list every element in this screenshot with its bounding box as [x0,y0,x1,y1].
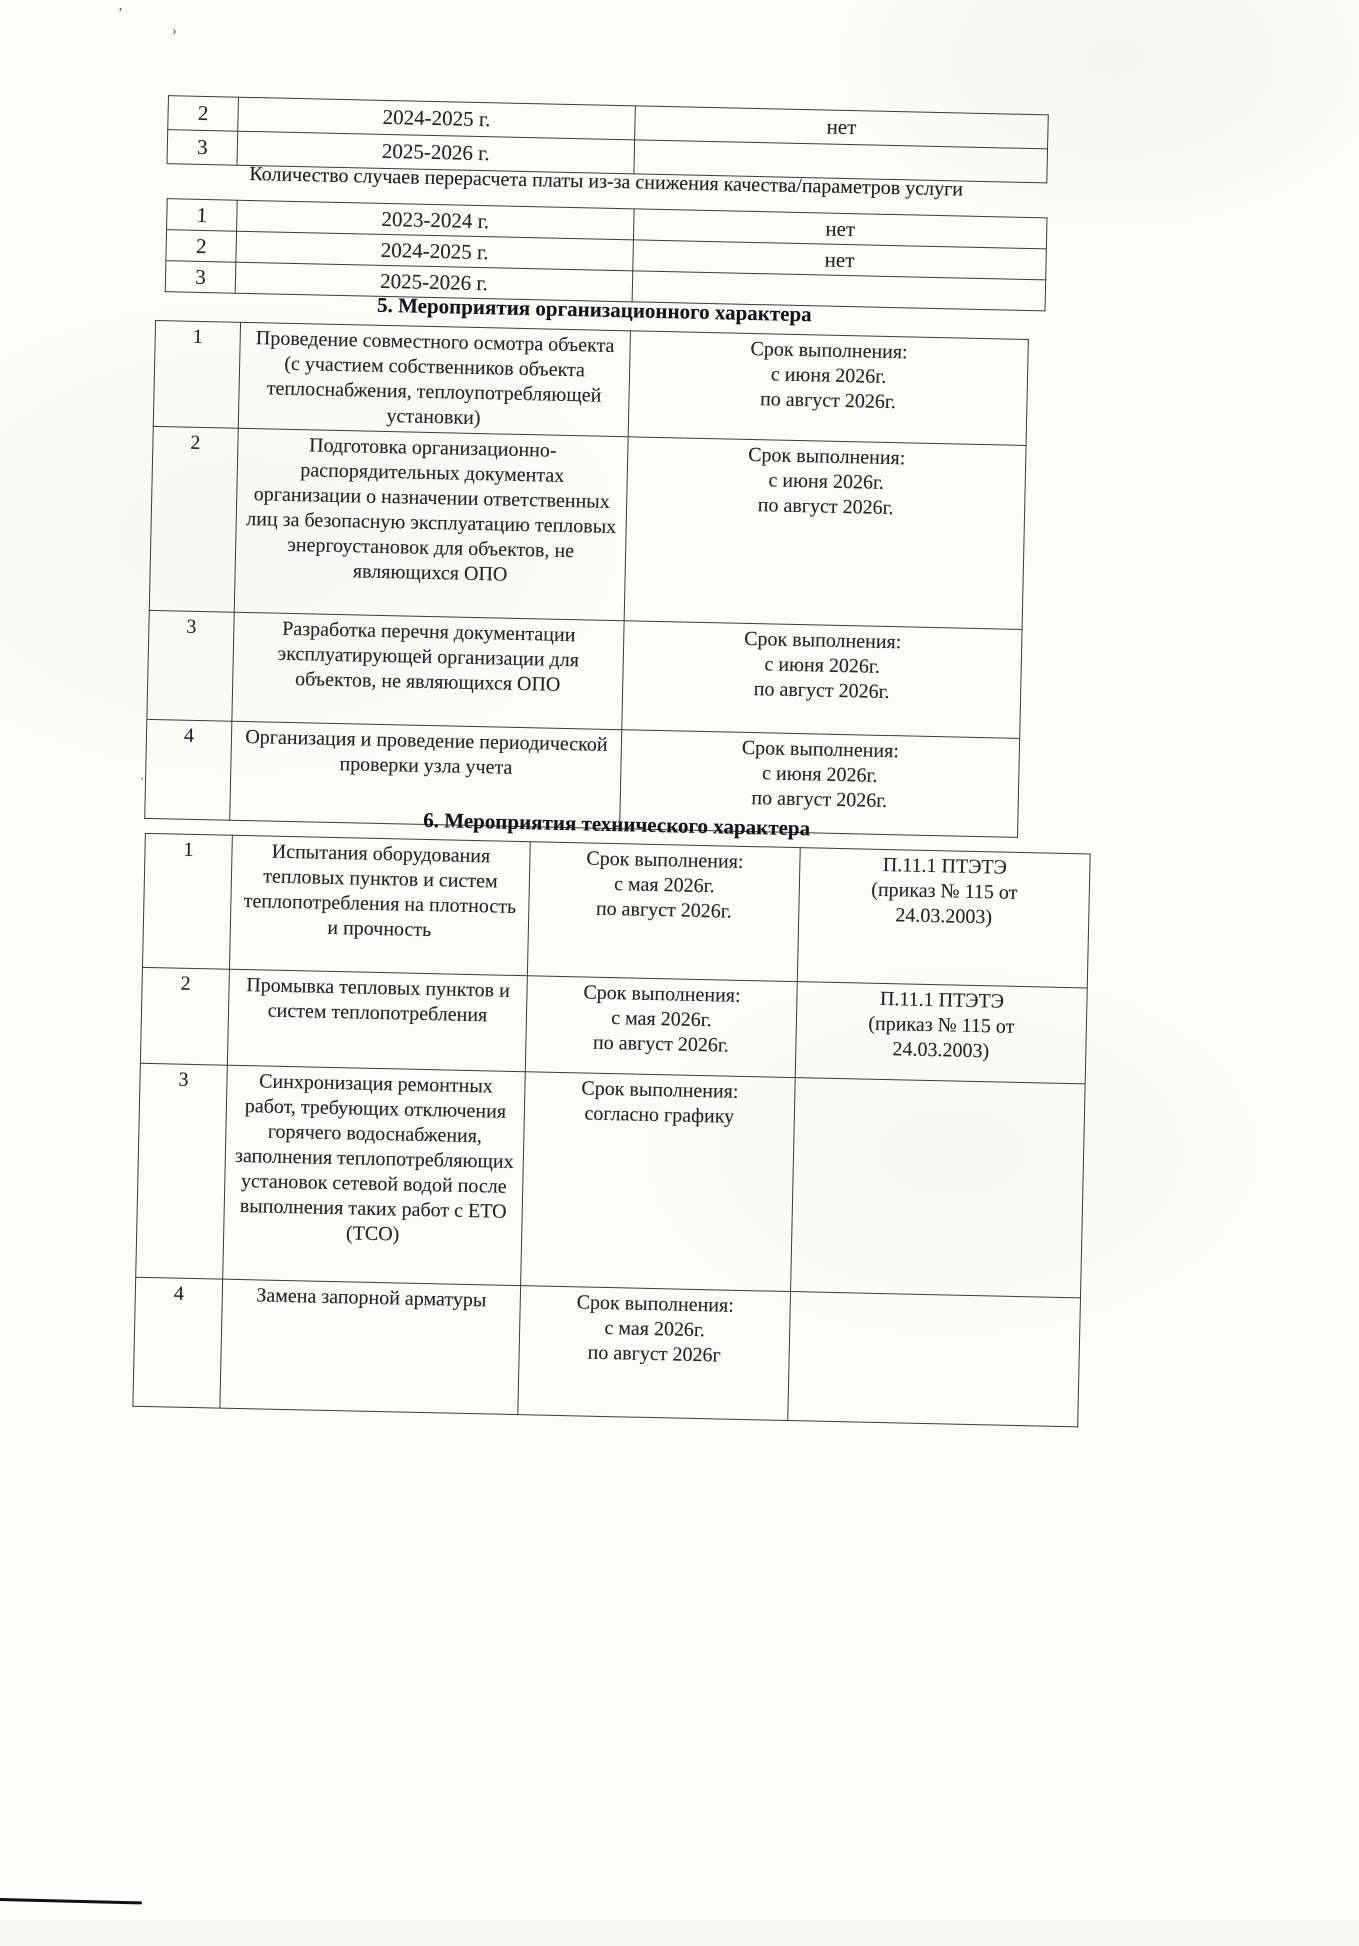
value-cell: нет [635,106,1049,149]
activity-cell: Разработка перечня документации эксплуатирующей организации для объектов, не являющихся ОПО [232,612,624,729]
value-cell: нет [633,209,1047,249]
table-row [149,426,1026,629]
activity-cell: Организация и проведение периодической проверки узла учета [230,721,622,828]
table-row [147,610,1022,738]
row-number-cell: 3 [136,1063,228,1279]
period-cell: 2023-2024 г. [237,200,635,240]
term-cell: Срок выполнения: с мая 2026г. по август 2026г [518,1286,791,1421]
row-number-cell: 1 [153,320,240,428]
table-row [153,320,1028,445]
row-number-cell: 4 [133,1277,223,1408]
basis-cell: П.11.1 ПТЭТЭ (приказ № 115 от 24.03.2003) [795,982,1087,1084]
period-cell: 2024-2025 г. [238,97,636,140]
term-cell: Срок выполнения: с июня 2026г. по август 2026г. [624,437,1026,630]
tech-measures-table [132,833,1090,1428]
scan-artifact-mark: ’ [140,774,145,789]
row-number-cell: 3 [167,130,238,166]
period-cell: 2025-2026 г. [237,131,635,174]
activity-cell: Синхронизация ремонтных работ, требующих отключения горячего водоснабжения, заполнения теплопотребляющих установок сетевой водой после выполнения таких работ с ЕТО (ТСО) [223,1065,526,1285]
row-number-cell: 2 [140,967,229,1065]
table-row [136,1063,1085,1298]
row-number-cell: 2 [168,96,239,132]
term-cell: Срок выполнения: с июня 2026г. по август 2026г. [620,730,1020,838]
section-6-heading: 6. Мероприятия технического характера [423,807,811,841]
value-cell: нет [633,240,1047,280]
row-number-cell: 1 [167,199,238,232]
term-cell: Срок выполнения: с мая 2026г. по август 2026г. [525,976,797,1078]
basis-cell: П.11.1 ПТЭТЭ (приказ № 115 от 24.03.2003) [797,848,1090,988]
recalc-heading: Количество случаев перерасчета платы из-за снижения качества/параметров услуги [249,162,964,201]
row-number-cell: 2 [166,230,237,263]
activity-cell: Промывка тепловых пунктов и систем теплопотребления [227,969,527,1071]
org-measures-table [144,320,1029,838]
table-row [142,833,1090,988]
term-cell: Срок выполнения: с июня 2026г. по август 2026г. [622,621,1022,739]
scan-artifact-mark: › [172,24,177,39]
term-cell: Срок выполнения: с мая 2026г. по август 2026г. [527,842,800,982]
term-cell: Срок выполнения: с июня 2026г. по август 2026г. [628,331,1028,446]
row-number-cell: 3 [165,261,236,294]
scan-artifact-mark: ’ [118,6,123,21]
row-number-cell: 2 [149,426,238,612]
term-cell: Срок выполнения: согласно графику [521,1072,796,1292]
period-cell: 2025-2026 г. [235,262,633,302]
row-number-cell: 4 [145,719,232,820]
section-5-heading: 5. Мероприятия организационного характера [376,292,812,327]
table-row [133,1277,1081,1427]
row-number-cell: 3 [147,610,234,721]
basis-cell [788,1292,1081,1427]
basis-cell [791,1078,1086,1298]
activity-cell: Подготовка организационно-распорядительных документах организации о назначении ответственных лиц за безопасную эксплуатацию тепловых энергоустановок для объектов, не являющихся ОПО [234,428,628,620]
activity-cell: Испытания оборудования тепловых пунктов и систем теплопотребления на плотность и прочность [229,835,530,975]
activity-cell: Замена запорной арматуры [220,1279,521,1414]
activity-cell: Проведение совместного осмотра объекта (с участием собственников объекта теплоснабжения, теплоупотребляющей установки) [238,322,630,436]
row-number-cell: 1 [142,833,232,969]
period-cell: 2024-2025 г. [236,231,634,271]
